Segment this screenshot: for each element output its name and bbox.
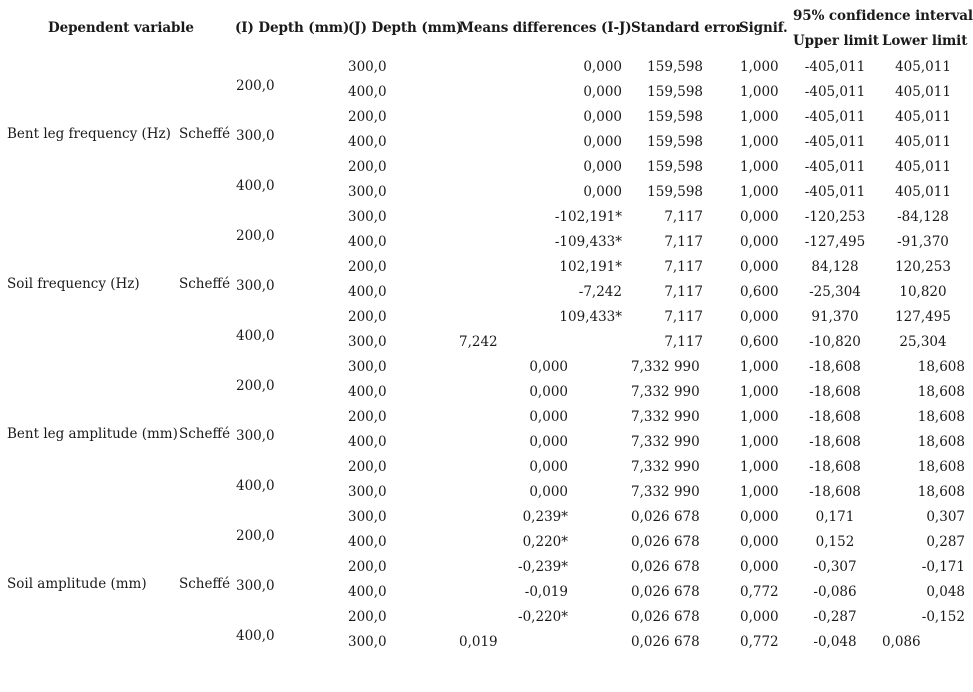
mean-difference: 0,000 — [583, 159, 622, 175]
standard-error: 0,026 678 — [631, 609, 700, 625]
lower-limit: 18,608 — [917, 459, 965, 475]
lower-limit: 18,608 — [917, 484, 965, 500]
mean-difference: 109,433* — [559, 309, 622, 325]
significance: 0,000 — [740, 234, 779, 250]
depth-j-value: 400,0 — [348, 434, 387, 450]
depth-j-value: 200,0 — [348, 409, 387, 425]
depth-j-value: 300,0 — [348, 334, 387, 350]
lower-limit: 405,011 — [895, 59, 951, 75]
depth-j-value: 200,0 — [348, 459, 387, 475]
depth-i-value: 200,0 — [236, 78, 275, 94]
lower-limit: 0,048 — [926, 584, 965, 600]
significance: 0,000 — [740, 559, 779, 575]
mean-difference: -0,019 — [524, 584, 568, 600]
upper-limit: -405,011 — [804, 84, 866, 100]
depth-i-value: 200,0 — [236, 228, 275, 244]
significance: 1,000 — [740, 59, 779, 75]
standard-error: 159,598 — [647, 134, 703, 150]
header-depth-i: (I) Depth (mm) — [235, 20, 350, 36]
lower-limit: 18,608 — [917, 434, 965, 450]
lower-limit: 0,307 — [926, 509, 965, 525]
lower-limit: -0,152 — [921, 609, 965, 625]
dependent-variable-label: Soil frequency (Hz) — [7, 276, 140, 292]
standard-error: 7,117 — [664, 309, 703, 325]
depth-i-value: 300,0 — [236, 578, 275, 594]
upper-limit: -405,011 — [804, 109, 866, 125]
standard-error: 159,598 — [647, 59, 703, 75]
lower-limit: 18,608 — [917, 359, 965, 375]
upper-limit: -0,048 — [813, 634, 857, 650]
lower-limit: 0,287 — [926, 534, 965, 550]
upper-limit: 84,128 — [811, 259, 859, 275]
test-method-label: Scheffé — [179, 126, 231, 142]
significance: 1,000 — [740, 159, 779, 175]
depth-i-value: 400,0 — [236, 178, 275, 194]
significance: 0,000 — [740, 609, 779, 625]
lower-limit: 405,011 — [895, 84, 951, 100]
upper-limit: -405,011 — [804, 134, 866, 150]
depth-j-value: 300,0 — [348, 59, 387, 75]
depth-j-value: 300,0 — [348, 209, 387, 225]
upper-limit: -25,304 — [809, 284, 861, 300]
mean-difference: 0,000 — [583, 134, 622, 150]
mean-difference: -102,191* — [554, 209, 622, 225]
upper-limit: -405,011 — [804, 184, 866, 200]
depth-j-value: 300,0 — [348, 184, 387, 200]
standard-error: 0,026 678 — [631, 509, 700, 525]
depth-i-value: 300,0 — [236, 278, 275, 294]
significance: 0,772 — [740, 584, 779, 600]
depth-j-value: 300,0 — [348, 634, 387, 650]
depth-j-value: 300,0 — [348, 509, 387, 525]
standard-error: 7,117 — [664, 259, 703, 275]
dependent-variable-label: Soil amplitude (mm) — [7, 576, 147, 592]
significance: 1,000 — [740, 84, 779, 100]
depth-j-value: 200,0 — [348, 109, 387, 125]
mean-difference: 0,000 — [529, 434, 568, 450]
depth-i-value: 200,0 — [236, 378, 275, 394]
upper-limit: 0,152 — [815, 534, 855, 550]
upper-limit: -405,011 — [804, 59, 866, 75]
upper-limit: 0,171 — [815, 509, 855, 525]
test-method-label: Scheffé — [179, 426, 231, 442]
mean-difference: -7,242 — [578, 284, 622, 300]
standard-error: 7,117 — [664, 334, 703, 350]
standard-error: 159,598 — [647, 109, 703, 125]
mean-difference: 0,000 — [583, 59, 622, 75]
standard-error: 0,026 678 — [631, 634, 700, 650]
depth-i-value: 200,0 — [236, 528, 275, 544]
depth-i-value: 400,0 — [236, 478, 275, 494]
upper-limit: -18,608 — [809, 434, 861, 450]
lower-limit: 18,608 — [917, 384, 965, 400]
significance: 0,000 — [740, 259, 779, 275]
significance: 1,000 — [740, 384, 779, 400]
standard-error: 0,026 678 — [631, 559, 700, 575]
standard-error: 159,598 — [647, 159, 703, 175]
lower-limit: -91,370 — [897, 234, 949, 250]
standard-error: 7,332 990 — [631, 459, 700, 475]
standard-error: 7,117 — [664, 209, 703, 225]
lower-limit: 127,495 — [895, 309, 951, 325]
significance: 1,000 — [740, 434, 779, 450]
standard-error: 7,332 990 — [631, 359, 700, 375]
standard-error: 7,332 990 — [631, 384, 700, 400]
standard-error: 0,026 678 — [631, 534, 700, 550]
depth-j-value: 200,0 — [348, 309, 387, 325]
depth-j-value: 300,0 — [348, 359, 387, 375]
upper-limit: -18,608 — [809, 384, 861, 400]
mean-difference: -0,220* — [518, 609, 568, 625]
upper-limit: -120,253 — [804, 209, 866, 225]
test-method-label: Scheffé — [179, 276, 231, 292]
standard-error: 7,332 990 — [631, 434, 700, 450]
lower-limit: 10,820 — [899, 284, 947, 300]
upper-limit: -10,820 — [809, 334, 861, 350]
standard-error: 0,026 678 — [631, 584, 700, 600]
lower-limit: 405,011 — [895, 134, 951, 150]
lower-limit: 0,086 — [882, 634, 921, 650]
standard-error: 159,598 — [647, 84, 703, 100]
upper-limit: -0,287 — [813, 609, 857, 625]
depth-j-value: 400,0 — [348, 584, 387, 600]
depth-j-value: 400,0 — [348, 84, 387, 100]
depth-j-value: 400,0 — [348, 234, 387, 250]
lower-limit: 25,304 — [899, 334, 947, 350]
mean-difference: 0,239* — [522, 509, 568, 525]
depth-j-value: 400,0 — [348, 384, 387, 400]
significance: 1,000 — [740, 484, 779, 500]
dependent-variable-label: Bent leg frequency (Hz) — [7, 126, 171, 142]
standard-error: 159,598 — [647, 184, 703, 200]
upper-limit: -18,608 — [809, 484, 861, 500]
lower-limit: 18,608 — [917, 409, 965, 425]
header-lower-limit: Lower limit — [882, 33, 968, 49]
significance: 0,000 — [740, 534, 779, 550]
mean-difference: 102,191* — [559, 259, 622, 275]
significance: 1,000 — [740, 409, 779, 425]
significance: 1,000 — [740, 184, 779, 200]
upper-limit: -405,011 — [804, 159, 866, 175]
depth-j-value: 200,0 — [348, 259, 387, 275]
depth-j-value: 400,0 — [348, 284, 387, 300]
upper-limit: -127,495 — [804, 234, 866, 250]
test-method-label: Scheffé — [179, 576, 231, 592]
significance: 1,000 — [740, 359, 779, 375]
header-depth-j: (J) Depth (mm) — [348, 20, 463, 36]
mean-difference: 0,000 — [529, 409, 568, 425]
standard-error: 7,332 990 — [631, 484, 700, 500]
upper-limit: -0,307 — [813, 559, 857, 575]
lower-limit: 405,011 — [895, 159, 951, 175]
significance: 0,000 — [740, 509, 779, 525]
header-means-differences: Means differences (I-J) — [459, 20, 632, 36]
mean-difference: -0,239* — [518, 559, 568, 575]
upper-limit: -0,086 — [813, 584, 857, 600]
significance: 0,600 — [740, 334, 779, 350]
significance: 0,000 — [740, 209, 779, 225]
mean-difference: 0,000 — [529, 484, 568, 500]
mean-difference: 7,242 — [459, 334, 498, 350]
significance: 0,000 — [740, 309, 779, 325]
header-dependent-variable: Dependent variable — [48, 20, 194, 36]
depth-j-value: 400,0 — [348, 134, 387, 150]
standard-error: 7,117 — [664, 284, 703, 300]
standard-error: 7,332 990 — [631, 409, 700, 425]
depth-j-value: 200,0 — [348, 559, 387, 575]
lower-limit: 120,253 — [895, 259, 951, 275]
header-confidence-interval: 95% confidence interval — [793, 8, 973, 24]
depth-j-value: 300,0 — [348, 484, 387, 500]
depth-j-value: 200,0 — [348, 159, 387, 175]
significance: 1,000 — [740, 134, 779, 150]
depth-i-value: 400,0 — [236, 328, 275, 344]
mean-difference: 0,000 — [529, 384, 568, 400]
mean-difference: 0,220* — [522, 534, 568, 550]
depth-j-value: 200,0 — [348, 609, 387, 625]
significance: 1,000 — [740, 459, 779, 475]
upper-limit: -18,608 — [809, 359, 861, 375]
significance: 0,600 — [740, 284, 779, 300]
mean-difference: 0,019 — [459, 634, 498, 650]
mean-difference: 0,000 — [529, 459, 568, 475]
mean-difference: -109,433* — [554, 234, 622, 250]
lower-limit: -0,171 — [921, 559, 965, 575]
header-signif: Signif. — [739, 20, 788, 36]
significance: 0,772 — [740, 634, 779, 650]
depth-i-value: 300,0 — [236, 428, 275, 444]
depth-i-value: 300,0 — [236, 128, 275, 144]
standard-error: 7,117 — [664, 234, 703, 250]
lower-limit: -84,128 — [897, 209, 949, 225]
header-upper-limit: Upper limit — [793, 33, 879, 49]
mean-difference: 0,000 — [583, 109, 622, 125]
header-standard-error: Standard error — [631, 20, 743, 36]
depth-j-value: 400,0 — [348, 534, 387, 550]
upper-limit: 91,370 — [811, 309, 859, 325]
mean-difference: 0,000 — [583, 84, 622, 100]
upper-limit: -18,608 — [809, 459, 861, 475]
mean-difference: 0,000 — [583, 184, 622, 200]
depth-i-value: 400,0 — [236, 628, 275, 644]
upper-limit: -18,608 — [809, 409, 861, 425]
mean-difference: 0,000 — [529, 359, 568, 375]
dependent-variable-label: Bent leg amplitude (mm) — [7, 426, 178, 442]
lower-limit: 405,011 — [895, 184, 951, 200]
significance: 1,000 — [740, 109, 779, 125]
lower-limit: 405,011 — [895, 109, 951, 125]
